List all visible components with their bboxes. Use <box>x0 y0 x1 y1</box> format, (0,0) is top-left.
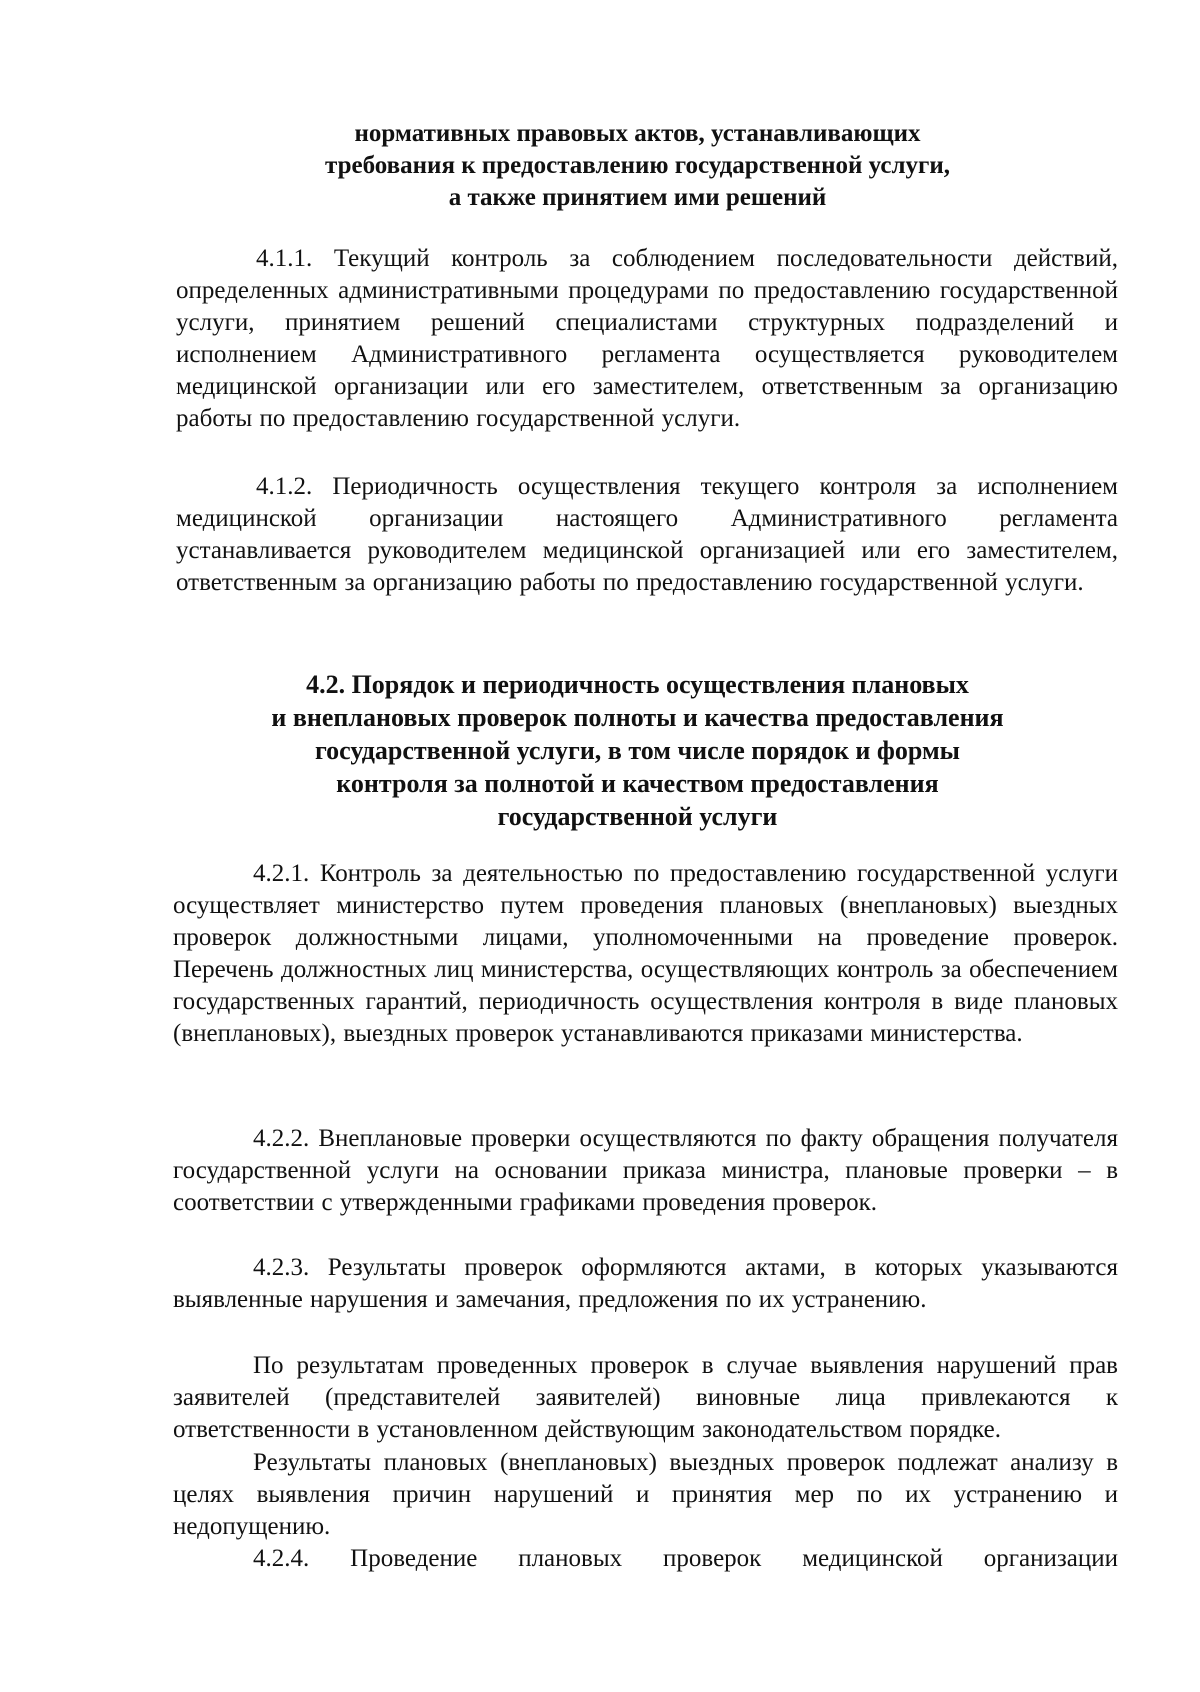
paragraph-4-1-2: 4.1.2. Периодичность осуществления текущего контроля за исполнением медицинской организации настоящего Административного регламента устанавливается руководителем медицинской организацией или его заместителем, ответственным за организацию работы по предоставлению государственной услуги. <box>176 473 1118 596</box>
section-heading-4-2 <box>160 668 1115 833</box>
heading-line: контроля за полнотой и качеством предоставления <box>336 769 939 798</box>
section-heading-continuation <box>160 118 1115 214</box>
heading-line: нормативных правовых актов, устанавливающих <box>354 120 921 147</box>
heading-line: и внеплановых проверок полноты и качества предоставления <box>271 703 1004 732</box>
paragraph-results-responsibility: По результатам проведенных проверок в случае выявления нарушений прав заявителей (представителей заявителей) виновные лица привлекаются к ответственности в установленном действующим законодательством порядке. <box>173 1352 1118 1443</box>
paragraph-4-2-1: 4.2.1. Контроль за деятельностью по предоставлению государственной услуги осуществляет министерство путем проведения плановых (внеплановых) выездных проверок должностными лицами, уполномоченными на проведение проверок. Перечень должностных лиц министерства, осуществляющих контроль за обеспечением государственных гарантий, периодичность осуществления контроля в виде плановых (внеплановых), выездных проверок устанавливаются приказами министерства. <box>173 860 1118 1047</box>
heading-line: а также принятием ими решений <box>448 184 827 211</box>
paragraph-4-2-2: 4.2.2. Внеплановые проверки осуществляются по факту обращения получателя государственной услуги на основании приказа министра, плановые проверки – в соответствии с утвержденными графиками проведения проверок. <box>173 1125 1118 1216</box>
paragraph-4-1-1: 4.1.1. Текущий контроль за соблюдением последовательности действий, определенных административными процедурами по предоставлению государственной услуги, принятием решений специалистами структурных подразделений и исполнением Административного регламента осуществляется руководителем медицинской организации или его заместителем, ответственным за организацию работы по предоставлению государственной услуги. <box>176 245 1118 432</box>
paragraph-4-2-3: 4.2.3. Результаты проверок оформляются актами, в которых указываются выявленные нарушения и замечания, предложения по их устранению. <box>173 1254 1118 1313</box>
paragraph-4-2-4: 4.2.4. Проведение плановых проверок медицинской организации <box>253 1545 1118 1572</box>
heading-line: государственной услуги, в том числе порядок и формы <box>315 736 960 765</box>
paragraph-results-analysis: Результаты плановых (внеплановых) выездных проверок подлежат анализу в целях выявления причин нарушений и принятия мер по их устранению и недопущению. <box>173 1449 1118 1540</box>
heading-line: 4.2. Порядок и периодичность осуществления плановых <box>306 670 969 699</box>
heading-line: требования к предоставлению государственной услуги, <box>325 152 950 179</box>
heading-line: государственной услуги <box>497 802 778 831</box>
